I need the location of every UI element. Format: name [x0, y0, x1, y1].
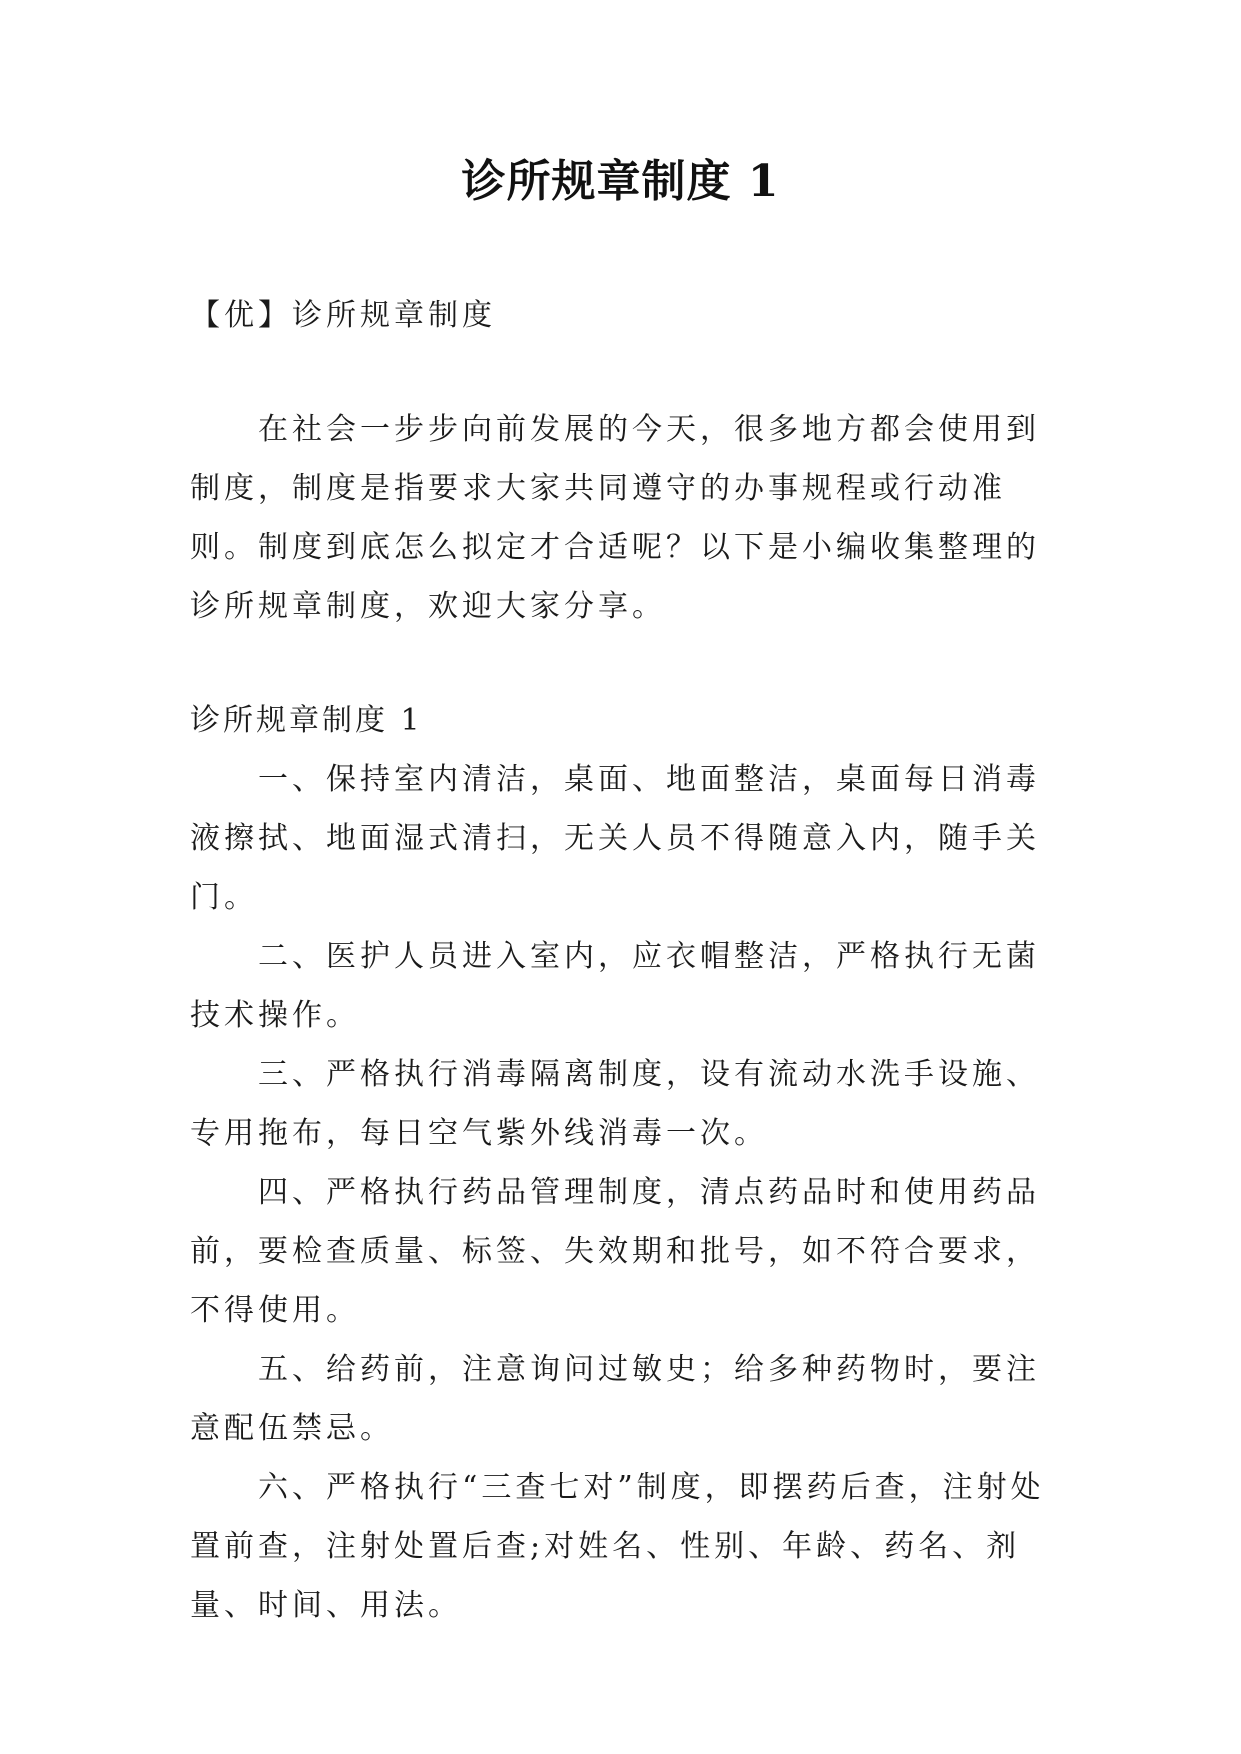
rule-item-5: 五、给药前，注意询问过敏史；给多种药物时，要注意配伍禁忌。 — [190, 1352, 1040, 1446]
rule-item-4: 四、严格执行药品管理制度，清点药品时和使用药品前，要检查质量、标签、失效期和批号，如不符合要求，不得使用。 — [190, 1175, 1040, 1328]
rule-item-3: 三、严格执行消毒隔离制度，设有流动水洗手设施、专用拖布，每日空气紫外线消毒一次。 — [190, 1057, 1040, 1151]
rule-item-6: 六、严格执行“三查七对”制度，即摆药后查，注射处置前查，注射处置后查;对姓名、性别、年龄、药名、剂量、时间、用法。 — [190, 1470, 1045, 1623]
rule-item-1: 一、保持室内清洁，桌面、地面整洁，桌面每日消毒液擦拭、地面湿式清扫，无关人员不得随意入内，随手关门。 — [190, 762, 1040, 915]
rules-list — [190, 750, 1060, 1635]
page-title: 诊所规章制度 1 — [461, 156, 780, 207]
document-subtitle: 【优】诊所规章制度 — [190, 298, 496, 333]
intro-paragraph: 在社会一步步向前发展的今天，很多地方都会使用到制度，制度是指要求大家共同遵守的办事规程或行动准则。制度到底怎么拟定才合适呢？以下是小编收集整理的诊所规章制度，欢迎大家分享。 — [190, 412, 1040, 624]
rule-item-2: 二、医护人员进入室内，应衣帽整洁，严格执行无菌技术操作。 — [190, 939, 1040, 1033]
section-heading: 诊所规章制度 1 — [190, 703, 423, 738]
